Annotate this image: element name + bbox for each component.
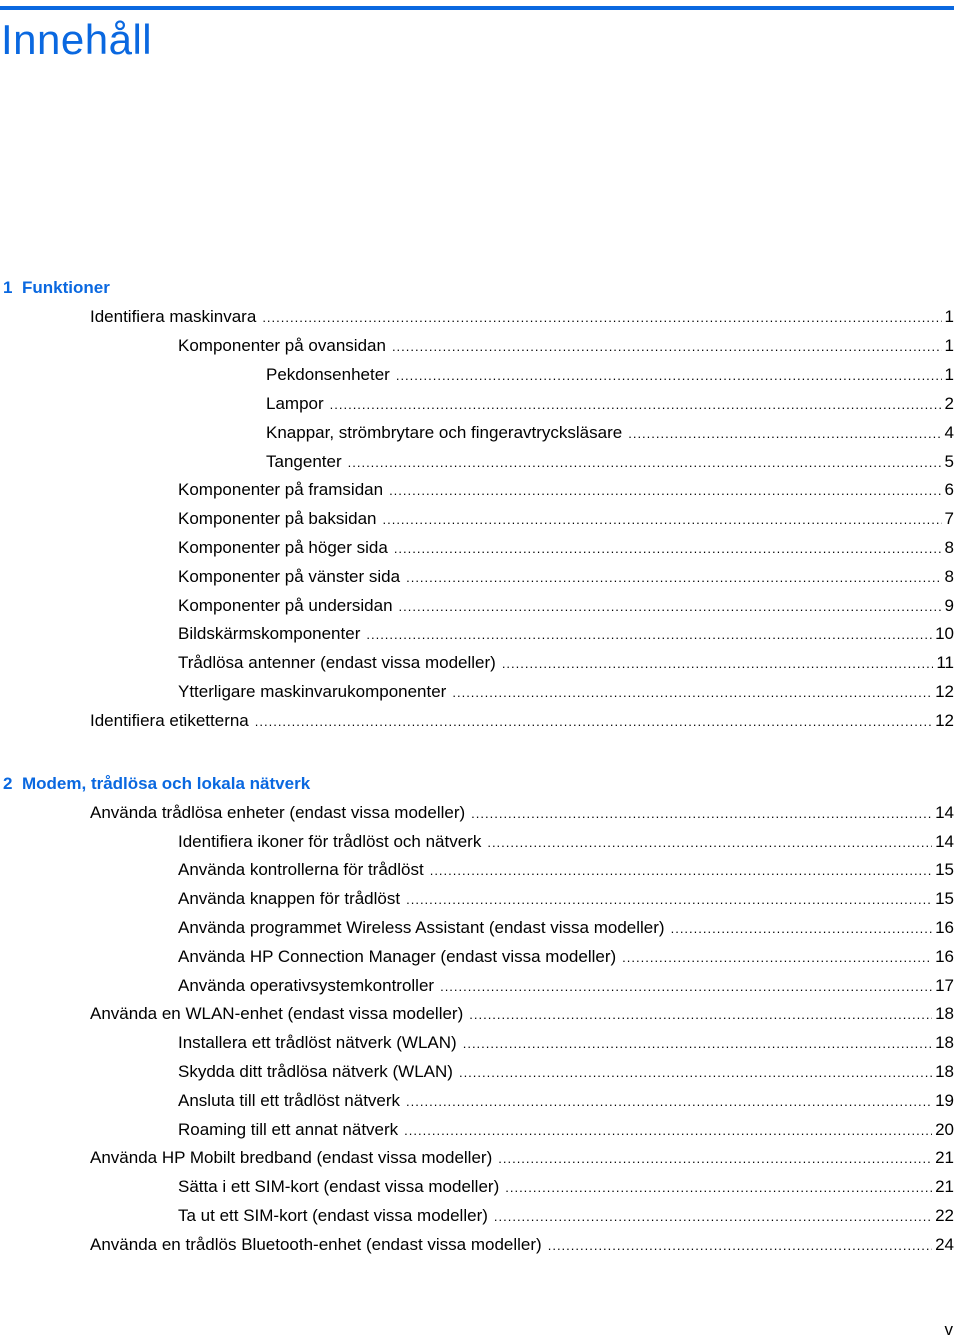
page-number: 16 [935, 947, 954, 966]
dot-leader [366, 623, 932, 647]
page-number: 21 [935, 1148, 954, 1167]
entry-label: Använda programmet Wireless Assistant (endast vissa modeller) [178, 918, 665, 937]
page-number: 24 [935, 1235, 954, 1254]
dot-leader [255, 710, 932, 734]
toc-entry[interactable] [266, 421, 954, 445]
toc-entry[interactable] [178, 1031, 954, 1055]
toc-entry[interactable] [178, 478, 954, 502]
chapter-number: 1 [3, 278, 13, 297]
page-number: 9 [944, 596, 954, 615]
entry-label: Använda en WLAN-enhet (endast vissa modeller) [90, 1004, 464, 1023]
dot-leader [459, 1061, 932, 1085]
entry-label: Använda trådlösa enheter (endast vissa modeller) [90, 803, 466, 822]
toc-entry[interactable] [178, 680, 954, 704]
dot-leader [430, 859, 932, 883]
toc-entry[interactable] [178, 916, 954, 940]
toc-entry[interactable] [266, 450, 954, 474]
entry-label: Identifiera ikoner för trådlöst och nätverk [178, 832, 482, 851]
toc-entry[interactable] [178, 1204, 954, 1228]
toc-entry[interactable] [178, 594, 954, 618]
page-number: 20 [935, 1120, 954, 1139]
dot-leader [502, 652, 934, 676]
entry-label: Pekdonsenheter [266, 365, 390, 384]
page-number: 19 [935, 1091, 954, 1110]
toc-entry[interactable] [178, 945, 954, 969]
toc-entry[interactable] [178, 536, 954, 560]
page-number: 2 [944, 394, 954, 413]
entry-label: Komponenter på framsidan [178, 480, 384, 499]
entry-label: Använda en trådlös Bluetooth-enhet (endast vissa modeller) [90, 1235, 542, 1254]
dot-leader [406, 566, 941, 590]
chapter-heading[interactable] [3, 276, 954, 300]
toc-entry[interactable] [178, 974, 954, 998]
dot-leader [471, 802, 932, 826]
dot-leader [330, 393, 942, 417]
entry-label: Lampor [266, 394, 324, 413]
chapter-heading[interactable] [3, 772, 954, 796]
dot-leader [406, 1090, 932, 1114]
entry-label: Installera ett trådlöst nätverk (WLAN) [178, 1033, 457, 1052]
dot-leader [382, 508, 941, 532]
entry-label: Använda HP Connection Manager (endast vissa modeller) [178, 947, 617, 966]
toc-entry[interactable] [178, 622, 954, 646]
page-number: 14 [935, 803, 954, 822]
page-number: 8 [944, 567, 954, 586]
page-number: 7 [944, 509, 954, 528]
toc-entry[interactable] [178, 507, 954, 531]
dot-leader [463, 1032, 932, 1056]
page-number: 12 [935, 682, 954, 701]
page-number: 21 [935, 1177, 954, 1196]
toc-entry[interactable] [178, 1089, 954, 1113]
toc-entry[interactable] [90, 305, 954, 329]
page-number: 18 [935, 1004, 954, 1023]
page-number: 1 [944, 365, 954, 384]
chapter-title: Modem, trådlösa och lokala nätverk [22, 774, 311, 793]
entry-label: Använda knappen för trådlöst [178, 889, 401, 908]
toc-entry[interactable] [90, 1146, 954, 1170]
footer-page-number: v [944, 1320, 953, 1339]
page-number: 16 [935, 918, 954, 937]
dot-leader [628, 422, 941, 446]
entry-label: Knappar, strömbrytare och fingeravtrycksläsare [266, 423, 623, 442]
dot-leader [348, 451, 942, 475]
page-number: 4 [944, 423, 954, 442]
dot-leader [671, 917, 932, 941]
entry-label: Använda HP Mobilt bredband (endast vissa modeller) [90, 1148, 493, 1167]
dot-leader [548, 1234, 932, 1258]
entry-label: Identifiera maskinvara [90, 307, 257, 326]
dot-leader [396, 364, 942, 388]
dot-leader [262, 306, 941, 330]
entry-label: Komponenter på ovansidan [178, 336, 386, 355]
dot-leader [452, 681, 932, 705]
dot-leader [487, 831, 932, 855]
toc-entry[interactable] [178, 830, 954, 854]
page-number: 11 [936, 653, 954, 672]
dot-leader [389, 479, 941, 503]
entry-label: Bildskärmskomponenter [178, 624, 361, 643]
toc-entry[interactable] [178, 1118, 954, 1142]
toc-entry[interactable] [266, 392, 954, 416]
chapter-number: 2 [3, 774, 13, 793]
dot-leader [394, 537, 942, 561]
dot-leader [505, 1176, 932, 1200]
dot-leader [498, 1147, 932, 1171]
page-number: 14 [935, 832, 954, 851]
entry-label: Komponenter på undersidan [178, 596, 393, 615]
page-number: 1 [944, 336, 954, 355]
page-number: 18 [935, 1062, 954, 1081]
top-rule [0, 6, 954, 10]
page-number: 18 [935, 1033, 954, 1052]
dot-leader [469, 1003, 932, 1027]
toc-entry[interactable] [178, 1175, 954, 1199]
entry-label: Komponenter på baksidan [178, 509, 377, 528]
chapter-title: Funktioner [22, 278, 110, 297]
page-title: Innehåll [1, 16, 153, 63]
toc-entry[interactable] [90, 1002, 954, 1026]
page-number: 22 [935, 1206, 954, 1225]
entry-label: Ansluta till ett trådlöst nätverk [178, 1091, 401, 1110]
page-number: 12 [935, 711, 954, 730]
dot-leader [404, 1119, 932, 1143]
toc-entry[interactable] [90, 1233, 954, 1257]
entry-label: Trådlösa antenner (endast vissa modeller) [178, 653, 496, 672]
entry-label: Tangenter [266, 452, 342, 471]
page-number: 1 [944, 307, 954, 326]
entry-label: Skydda ditt trådlösa nätverk (WLAN) [178, 1062, 453, 1081]
entry-label: Använda operativsystemkontroller [178, 976, 435, 995]
page-number: 5 [944, 452, 954, 471]
toc-entry[interactable] [178, 1060, 954, 1084]
dot-leader [399, 595, 942, 619]
page-number: 6 [944, 480, 954, 499]
page-number: 8 [944, 538, 954, 557]
entry-label: Sätta i ett SIM-kort (endast vissa modeller) [178, 1177, 500, 1196]
entry-label: Identifiera etiketterna [90, 711, 249, 730]
entry-label: Komponenter på vänster sida [178, 567, 401, 586]
toc-entry[interactable] [178, 858, 954, 882]
toc-entry[interactable] [90, 801, 954, 825]
page-number: 10 [935, 624, 954, 643]
dot-leader [406, 888, 932, 912]
entry-label: Ta ut ett SIM-kort (endast vissa modeller) [178, 1206, 488, 1225]
toc-entry[interactable] [178, 651, 954, 675]
page-number: 15 [935, 860, 954, 879]
toc-entry[interactable] [90, 709, 954, 733]
dot-leader [494, 1205, 932, 1229]
entry-label: Roaming till ett annat nätverk [178, 1120, 399, 1139]
page-number: 17 [935, 976, 954, 995]
toc-entry[interactable] [178, 887, 954, 911]
page-number: 15 [935, 889, 954, 908]
toc-entry[interactable] [178, 334, 954, 358]
toc-entry[interactable] [266, 363, 954, 387]
toc-entry[interactable] [178, 565, 954, 589]
dot-leader [392, 335, 942, 359]
entry-label: Använda kontrollerna för trådlöst [178, 860, 424, 879]
entry-label: Komponenter på höger sida [178, 538, 388, 557]
dot-leader [622, 946, 932, 970]
entry-label: Ytterligare maskinvarukomponenter [178, 682, 447, 701]
dot-leader [440, 975, 932, 999]
